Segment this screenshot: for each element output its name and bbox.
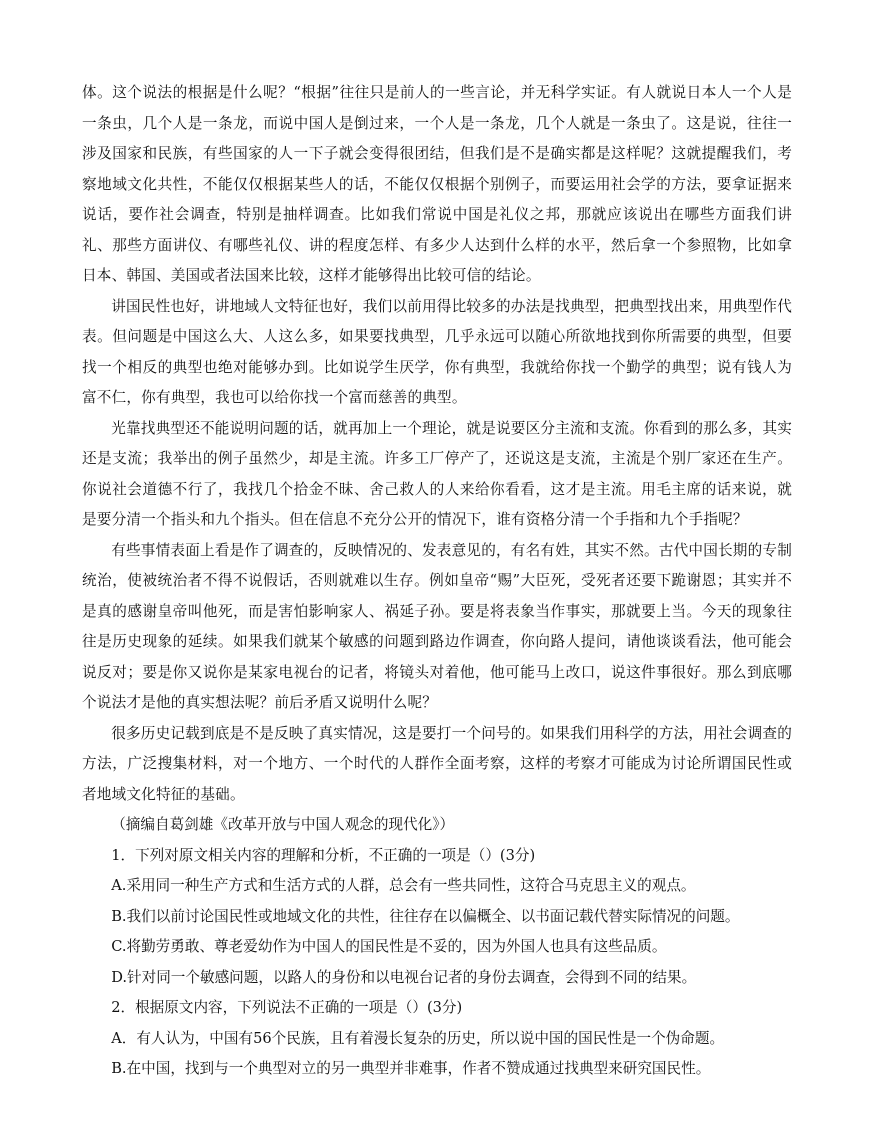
question-2 (82, 993, 792, 1085)
article-paragraph-5: 很多历史记载到底是不是反映了真实情况，这是要打一个问号的。如果我们用科学的方法，用社会调查的方法，广泛搜集材料，对一个地方、一个时代的人群作全面考察，这样的考察才可能成为讨论所谓国民性或者地域文化特征的基础。 (82, 724, 792, 803)
question-1-stem: 1．下列对原文相关内容的理解和分析，不正确的一项是（）(3分) (111, 846, 536, 864)
question-1-option-d: D.针对同一个敏感问题，以路人的身份和以电视台记者的身份去调查，会得到不同的结果。 (111, 968, 697, 986)
article-paragraph-2: 讲国民性也好，讲地域人文特征也好，我们以前用得比较多的办法是找典型，把典型找出来，用典型作代表。但问题是中国这么大、人这么多，如果要找典型，几乎永远可以随心所欲地找到你所需要的典型，但要找一个相反的典型也绝对能够办到。比如说学生厌学，你有典型，我就给你找一个勤学的典型；说有钱人为富不仁，你有典型，我也可以给你找一个富而慈善的典型。 (82, 297, 792, 406)
question-1 (82, 841, 792, 994)
question-1-option-b: B.我们以前讨论国民性或地域文化的共性，往往存在以偏概全、以书面记载代替实际情况的问题。 (111, 907, 740, 925)
question-2-stem: 2．根据原文内容，下列说法不正确的一项是（）(3分) (111, 999, 463, 1016)
article-paragraph-4: 有些事情表面上看是作了调查的，反映情况的、发表意见的，有名有姓，其实不然。古代中国长期的专制统治，使被统治者不得不说假话，否则就难以生存。例如皇帝“赐”大臣死，受死者还要下跪谢恩；其实并不是真的感谢皇帝叫他死，而是害怕影响家人、祸延子孙。要是将表象当作事实，那就要上当。今天的现象往往是历史现象的延续。如果我们就某个敏感的问题到路边作调查，你向路人提问，请他谈谈看法，他可能会说反对；要是你又说你是某家电视台的记者，将镜头对着他，他可能马上改口，说这件事很好。那么到底哪个说法才是他的真实想法呢？前后矛盾又说明什么呢？ (82, 541, 792, 711)
question-2-option-b: B.在中国，找到与一个典型对立的另一典型并非难事，作者不赞成通过找典型来研究国民性。 (111, 1060, 711, 1077)
question-1-option-a: A.采用同一种生产方式和生活方式的人群，总会有一些共同性，这符合马克思主义的观点。 (111, 877, 696, 894)
article (82, 78, 792, 841)
article-source: （摘编自葛剑雄《改革开放与中国人观念的现代化》） (111, 816, 455, 833)
question-2-option-a: A．有人认为，中国有56个民族，且有着漫长复杂的历史，所以说中国的国民性是一个伪命题。 (111, 1029, 725, 1047)
article-paragraph-1: 体。这个说法的根据是什么呢？“根据”往往只是前人的一些言论，并无科学实证。有人就说日本人一个人是一条虫，几个人是一条龙，而说中国人是倒过来，一个人是一条龙，几个人就是一条虫了。这是说，往往一涉及国家和民族，有些国家的人一下子就会变得很团结，但我们是不是确实都是这样呢？这就提醒我们，考察地域文化共性，不能仅仅根据某些人的话，不能仅仅根据个别例子，而要运用社会学的方法，要拿证据来说话，要作社会调查，特别是抽样调查。比如我们常说中国是礼仪之邦，那就应该说出在哪些方面我们讲礼、那些方面讲仪、有哪些礼仪、讲的程度怎样、有多少人达到什么样的水平，然后拿一个参照物，比如拿日本、韩国、美国或者法国来比较，这样才能够得出比较可信的结论。 (82, 84, 792, 284)
article-paragraph-3: 光靠找典型还不能说明问题的话，就再加上一个理论，就是说要区分主流和支流。你看到的那么多，其实还是支流；我举出的例子虽然少，却是主流。许多工厂停产了，还说这是支流，主流是个别厂家还在生产。你说社会道德不行了，我找几个拾金不昧、舍己救人的人来给你看看，这才是主流。用毛主席的话来说，就是要分清一个指头和九个指头。但在信息不充分公开的情况下，谁有资格分清一个手指和九个手指呢？ (82, 419, 792, 528)
question-1-option-c: C.将勤劳勇敢、尊老爱幼作为中国人的国民性是不妥的，因为外国人也具有这些品质。 (111, 938, 667, 955)
